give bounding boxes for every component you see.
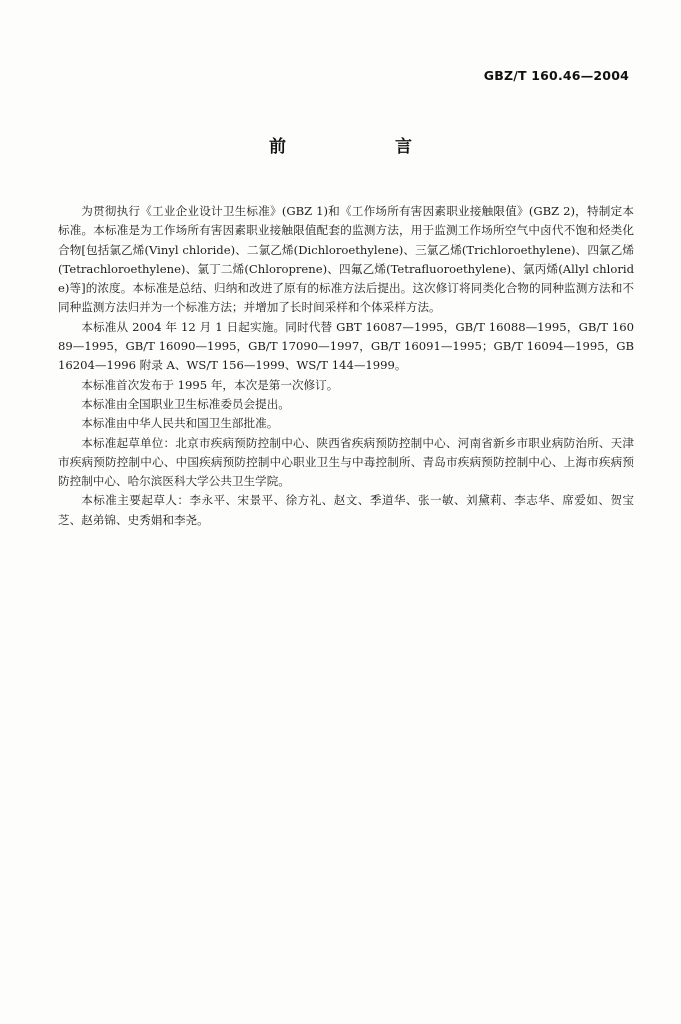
paragraph-approver: 本标准由中华人民共和国卫生部批准。: [81, 416, 279, 431]
paragraph-effective-date: 本标准从 2004 年 12 月 1 日起实施。同时代替 GBT 16087—1995，GB/T 16088—1995，GB/T 16089—1995，GB/T 16090—1995，GB/T 17090—1997，GB/T 16091—1995；GB/T 16094—1995，GB 16204—1996 附录 A、WS/T 156—1999、WS/T 144—1999。: [58, 319, 634, 373]
foreword-body: [58, 202, 634, 530]
paragraph-drafting-units: 本标准起草单位：北京市疾病预防控制中心、陕西省疾病预防控制中心、河南省新乡市职业病防治所、天津市疾病预防控制中心、中国疾病预防控制中心职业卫生与中毒控制所、青岛市疾病预防控制中心、上海市疾病预防控制中心、哈尔滨医科大学公共卫生学院。: [58, 435, 634, 489]
paragraph-drafters: 本标准主要起草人：李永平、宋景平、徐方礼、赵文、季道华、张一敏、刘黛莉、李志华、席爱如、贺宝芝、赵弟锦、史秀娟和李尧。: [58, 493, 634, 527]
page-title: 前 言: [269, 137, 458, 157]
standard-code: GBZ/T 160.46—2004: [483, 68, 629, 83]
paragraph-proposer: 本标准由全国职业卫生标准委员会提出。: [81, 396, 290, 411]
paragraph-purpose: 为贯彻执行《工业企业设计卫生标准》(GBZ 1)和《工作场所有害因素职业接触限值》(GBZ 2)，特制定本标准。本标准是为工作场所有害因素职业接触限值配套的监测方法，用于监测工作场所空气中卤代不饱和烃类化合物[包括氯乙烯(Vinyl chloride)、二氯乙烯(Dichloroethylene)、三氯乙烯(Trichloroethylene)、四氯乙烯(Tetrachloroethylene)、氯丁二烯(Chloroprene)、四氟乙烯(Tetrafluoroethylene)、氯丙烯(Allyl chloride)等]的浓度。本标准是总结、归纳和改进了原有的标准方法后提出。这次修订将同类化合物的同种监测方法和不同种监测方法归并为一个标准方法；并增加了长时间采样和个体采样方法。: [58, 204, 634, 315]
paragraph-first-publication: 本标准首次发布于 1995 年，本次是第一次修订。: [81, 377, 339, 392]
